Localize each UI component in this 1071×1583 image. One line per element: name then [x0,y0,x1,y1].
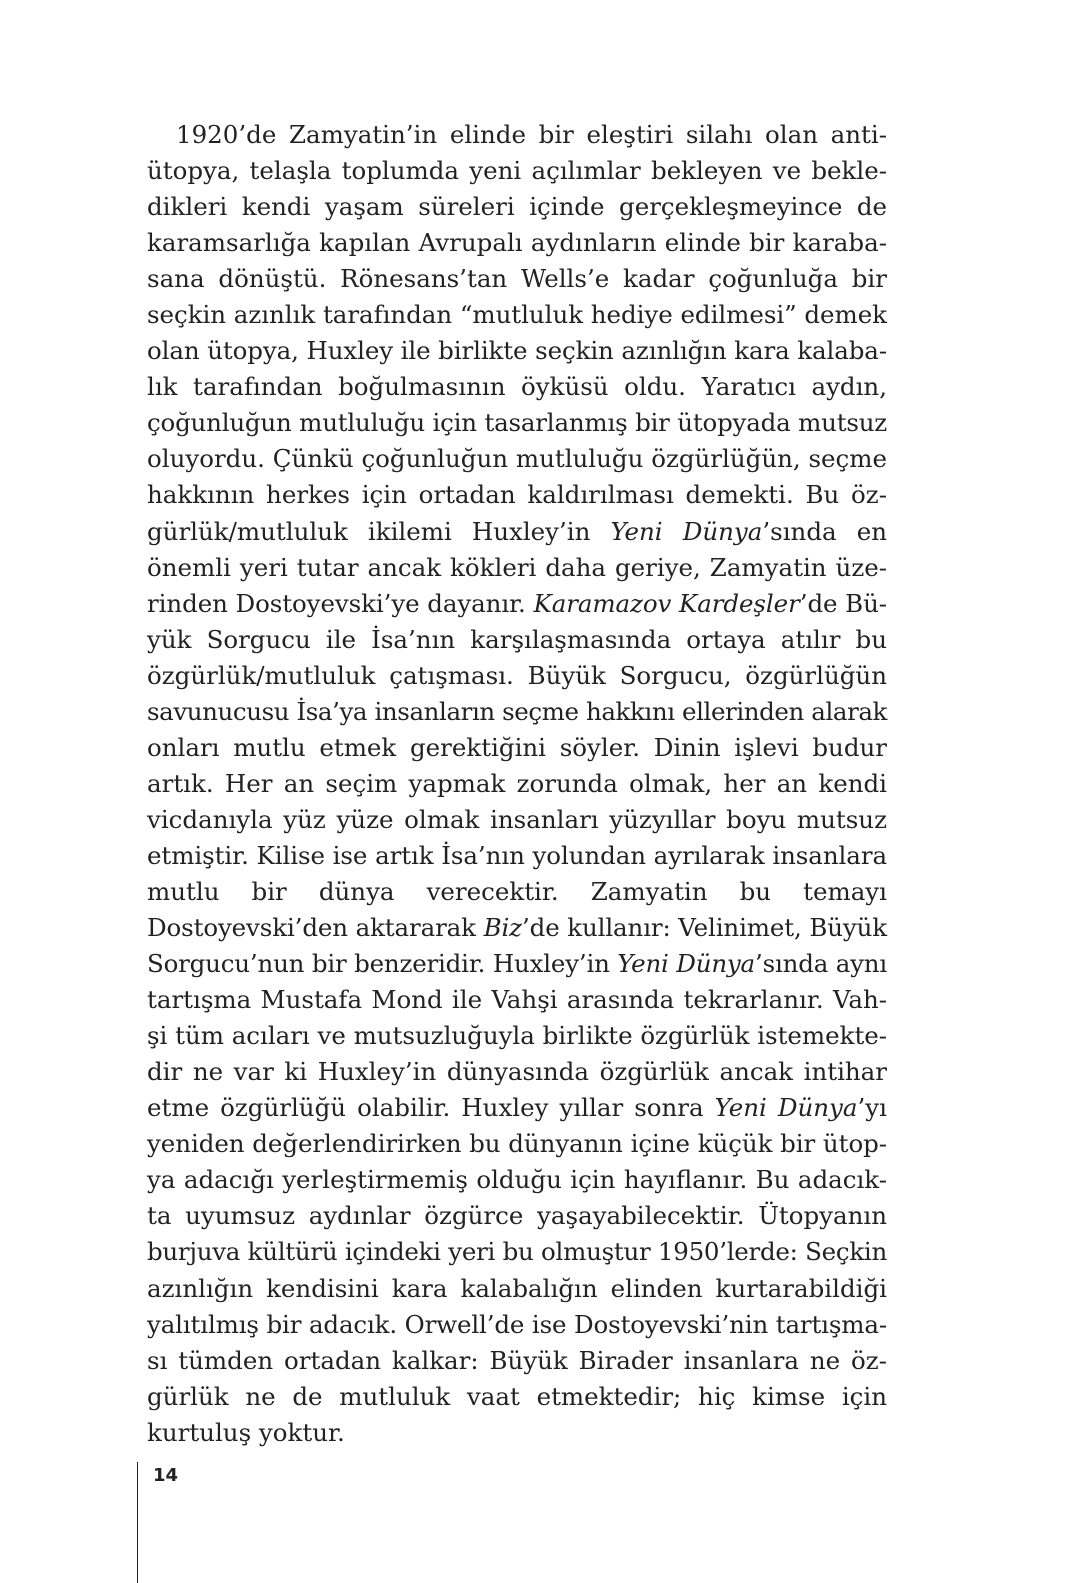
text-run: gürlük ne de mutluluk vaat etmektedir; hiç kimse için [147,1381,887,1411]
text-line [147,441,887,477]
italic-title: Yeni Dünya [617,949,755,979]
text-run: burjuva kültürü içindeki yeri bu olmuştur 1950’lerde: Seçkin [147,1237,887,1267]
text-line [147,1415,887,1451]
text-line [147,766,887,802]
text-run: onları mutlu etmek gerektiğini söyler. Dinin işlevi budur [147,732,887,762]
text-run: seçkin azınlık tarafından “mutluluk hediye edilmesi” demek [147,300,887,330]
text-line [147,514,887,550]
text-run: ya adacığı yerleştirmemiş olduğu için hayıflanır. Bu adacık- [147,1165,887,1195]
text-line [147,910,887,946]
text-run: ütopya, telaşla toplumda yeni açılımlar bekleyen ve bekle- [147,156,887,186]
margin-rule [137,1462,138,1583]
text-run: şi tüm acıları ve mutsuzluğuyla birlikte özgürlük istemekte- [147,1021,888,1051]
text-run: önemli yeri tutar ancak kökleri daha geriye, Zamyatin üze- [147,552,887,582]
text-run: oluyordu. Çünkü çoğunluğun mutluluğu özgürlüğün, seçme [147,444,887,474]
text-line [147,622,887,658]
text-line [147,1018,887,1054]
text-run: etme özgürlüğü olabilir. Huxley yıllar sonra [147,1093,715,1123]
text-line [147,369,887,405]
text-run: dir ne var ki Huxley’in dünyasında özgürlük ancak intihar [147,1057,887,1087]
text-run: etmiştir. Kilise ise artık İsa’nın yolundan ayrılarak insanlara [147,840,887,870]
text-run: ’sında aynı [754,949,888,979]
text-run: kurtuluş yoktur. [147,1417,345,1447]
text-run: artık. Her an seçim yapmak zorunda olmak, her an kendi [147,768,887,798]
text-run: vicdanıyla yüz yüze olmak insanları yüzyıllar boyu mutsuz [147,804,887,834]
text-run: 1920’de Zamyatin’in elinde bir eleştiri silahı olan anti- [176,120,887,149]
text-run: ’yı [857,1093,887,1123]
text-run: Dostoyevski’den aktararak [147,913,484,943]
text-line [147,1307,887,1343]
text-run: ’de Bü- [799,588,887,618]
text-line [147,1234,887,1270]
text-run: sana dönüştü. Rönesans’tan Wells’e kadar çoğunluğa bir [147,264,887,294]
text-line [147,189,887,225]
italic-title: Yeni Dünya [714,1093,858,1123]
text-line [147,225,887,261]
text-run: yalıtılmış bir adacık. Orwell’de ise Dostoyevski’nin tartışma- [147,1309,887,1339]
text-line [147,550,887,586]
text-run: çoğunluğun mutluluğu için tasarlanmış bir ütopyada mutsuz [147,408,887,438]
text-run: mutlu bir dünya verecektir. Zamyatin bu temayı [147,876,887,906]
text-line [147,1090,887,1126]
text-line [147,1271,887,1307]
italic-title: Biz [483,913,522,943]
text-run: karamsarlığa kapılan Avrupalı aydınların elinde bir karaba- [147,228,887,258]
text-line [147,1054,887,1090]
italic-title: Karamazov Kardeşler [533,588,800,618]
text-run: yeniden değerlendirirken bu dünyanın içine küçük bir ütop- [147,1129,887,1159]
text-run: hakkının herkes için ortadan kaldırılması demekti. Bu öz- [147,480,887,510]
body-paragraph [147,117,887,1451]
text-line [147,261,887,297]
text-run: ta uyumsuz aydınlar özgürce yaşayabilecektir. Ütopyanın [147,1201,887,1231]
text-line [147,586,887,622]
text-run: olan ütopya, Huxley ile birlikte seçkin azınlığın kara kalaba- [147,336,887,366]
text-line [147,730,887,766]
text-line [147,333,887,369]
text-run: rinden Dostoyevski’ye dayanır. [147,588,534,618]
text-line [147,1126,887,1162]
text-line [147,297,887,333]
page-number: 14 [153,1465,179,1486]
text-line [147,1379,887,1415]
text-run: lık tarafından boğulmasının öyküsü oldu. Yaratıcı aydın, [147,372,887,402]
text-line [147,405,887,441]
text-run: tartışma Mustafa Mond ile Vahşi arasında tekrarlanır. Vah- [147,985,887,1015]
text-line [147,1162,887,1198]
text-line [147,838,887,874]
text-line [147,1343,887,1379]
text-line [147,946,887,982]
text-run: azınlığın kendisini kara kalabalığın elinden kurtarabildiği [147,1273,887,1303]
text-run: yük Sorgucu ile İsa’nın karşılaşmasında ortaya atılır bu [147,624,887,654]
text-run: sı tümden ortadan kalkar: Büyük Birader insanlara ne öz- [147,1345,887,1375]
text-run: ’de kullanır: Velinimet, Büyük [521,913,887,943]
text-line [147,117,887,153]
text-run: Sorgucu’nun bir benzeridir. Huxley’in [147,949,618,979]
text-line [147,802,887,838]
text-line [147,982,887,1018]
text-run: ’sında en [762,516,887,546]
text-line [147,658,887,694]
text-run: özgürlük/mutluluk çatışması. Büyük Sorgucu, özgürlüğün [147,660,887,690]
text-line [147,694,887,730]
text-line [147,1198,887,1234]
italic-title: Yeni Dünya [610,516,763,546]
text-line [147,874,887,910]
text-run: savunucusu İsa’ya insanların seçme hakkını ellerinden alarak [147,696,887,726]
text-run: gürlük/mutluluk ikilemi Huxley’in [147,516,611,546]
text-line [147,153,887,189]
text-line [147,477,887,513]
text-run: dikleri kendi yaşam süreleri içinde gerçekleşmeyince de [147,192,887,222]
